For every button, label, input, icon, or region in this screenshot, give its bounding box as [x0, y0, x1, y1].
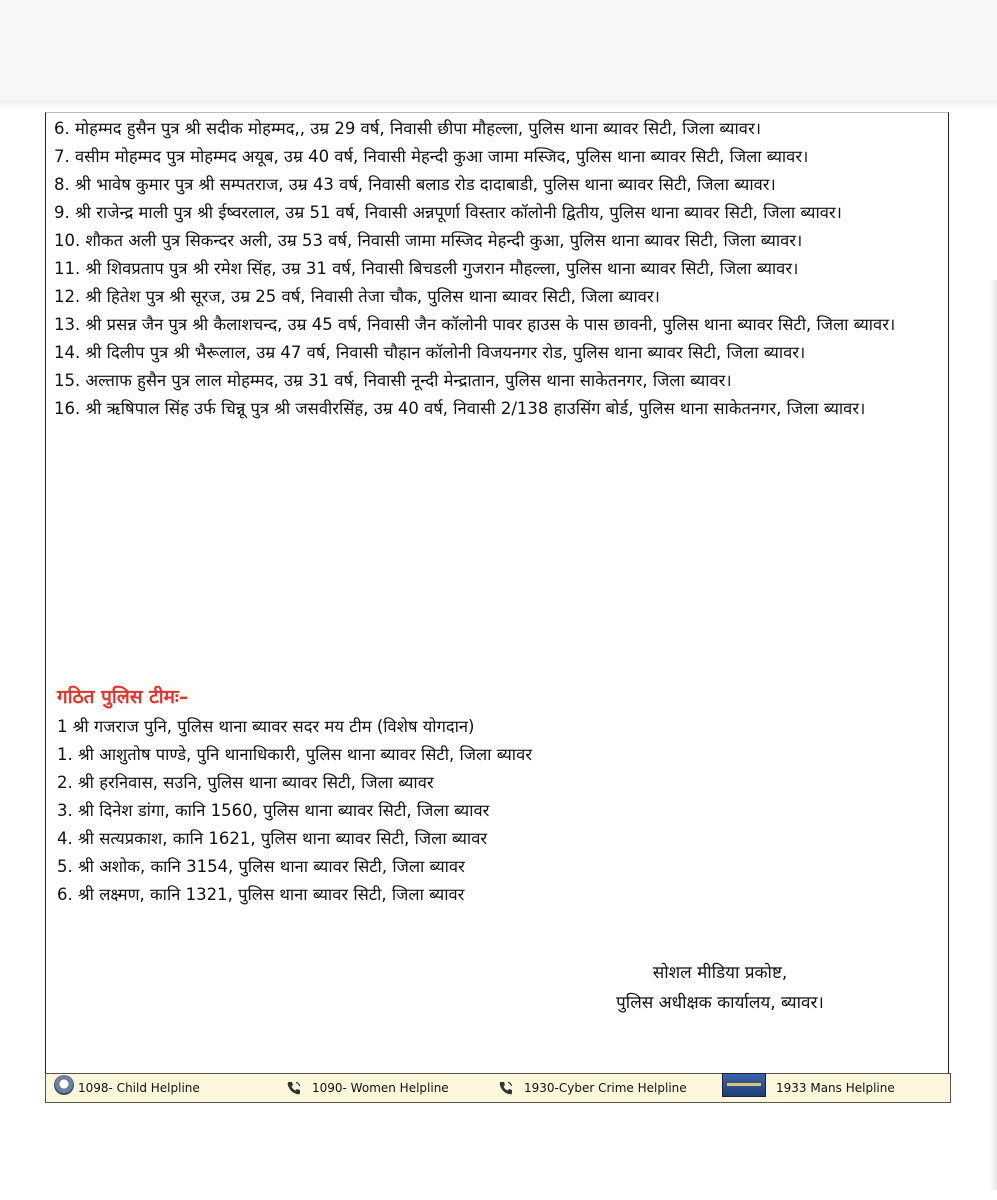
child-helpline-icon — [54, 1075, 74, 1095]
team-member-item: 3. श्री दिनेश डांगा, कानि 1560, पुलिस थाना ब्यावर सिटी, जिला ब्यावर — [57, 801, 490, 820]
team-member-item: 4. श्री सत्यप्रकाश, कानि 1621, पुलिस थाना ब्यावर सिटी, जिला ब्यावर — [57, 829, 488, 848]
accused-item: 7. वसीम मोहम्मद पुत्र मोहम्मद अयूब, उम्र 40 वर्ष, निवासी मेहन्दी कुआ जामा मस्जिद, पुलिस थाना ब्यावर सिटी, जिला ब्यावर। — [54, 147, 809, 166]
signature-line-1: सोशल मीडिया प्रकोष्ट, — [652, 963, 788, 983]
helpline-label: 1098- Child Helpline — [78, 1080, 200, 1095]
phone-icon — [498, 1080, 514, 1096]
cyber-crime-helpline — [498, 1074, 687, 1101]
team-member-item: 2. श्री हरनिवास, सउनि, पुलिस थाना ब्यावर सिटी, जिला ब्यावर — [57, 773, 434, 792]
phone-icon — [286, 1080, 302, 1096]
accused-item: 6. मोहम्मद हुसैन पुत्र श्री सदीक मोहम्मद,, उम्र 29 वर्ष, निवासी छीपा मौहल्ला, पुलिस थाना ब्यावर सिटी, जिला ब्यावर। — [54, 119, 761, 138]
police-team-list — [57, 713, 937, 909]
helpline-label: 1933 Mans Helpline — [776, 1080, 895, 1095]
accused-item: 11. श्री शिवप्रताप पुत्र श्री रमेश सिंह, उम्र 31 वर्ष, निवासी बिचडली गुजरान मौहल्ला, पुलिस थाना ब्यावर सिटी, जिला ब्यावर। — [54, 259, 799, 278]
helpline-footer — [45, 1073, 951, 1103]
accused-item: 10. शौकत अली पुत्र सिकन्दर अली, उम्र 53 वर्ष, निवासी जामा मस्जिद मेहन्दी कुआ, पुलिस थाना ब्यावर सिटी, जिला ब्यावर। — [54, 231, 803, 250]
child-helpline — [54, 1074, 200, 1101]
women-helpline — [286, 1074, 449, 1101]
accused-item: 14. श्री दिलीप पुत्र श्री भैरूलाल, उम्र 47 वर्ष, निवासी चौहान कॉलोनी विजयनगर रोड, पुलिस थाना ब्यावर सिटी, जिला ब्यावर। — [54, 343, 806, 362]
signature-line-2: पुलिस अधीक्षक कार्यालय, ब्यावर। — [616, 993, 824, 1013]
accused-item: 9. श्री राजेन्द्र माली पुत्र श्री ईष्वरलाल, उम्र 51 वर्ष, निवासी अन्नपूर्णा विस्तार कॉलोनी द्वितीय, पुलिस थाना ब्यावर सिटी, जिला ब्यावर। — [54, 203, 842, 222]
team-member-item: 5. श्री अशोक, कानि 3154, पुलिस थाना ब्यावर सिटी, जिला ब्यावर — [57, 857, 465, 876]
accused-item: 13. श्री प्रसन्न जैन पुत्र श्री कैलाशचन्द, उम्र 45 वर्ष, निवासी जैन कॉलोनी पावर हाउस के पास छावनी, पुलिस थाना ब्यावर सिटी, जिला ब्यावर। — [54, 315, 896, 334]
accused-item: 15. अल्ताफ हुसैन पुत्र लाल मोहम्मद, उम्र 31 वर्ष, निवासी नून्दी मेन्द्रातान, पुलिस थाना साकेतनगर, जिला ब्यावर। — [54, 371, 732, 390]
helpline-banner-icon — [722, 1073, 766, 1097]
viewer-top-bar — [0, 0, 997, 100]
helpline-label: 1930-Cyber Crime Helpline — [524, 1080, 687, 1095]
team-member-item: 1. श्री आशुतोष पाण्डे, पुनि थानाधिकारी, पुलिस थाना ब्यावर सिटी, जिला ब्यावर — [57, 745, 532, 764]
accused-item: 16. श्री ऋषिपाल सिंह उर्फ चिन्नू पुत्र श्री जसवीरसिंह, उम्र 40 वर्ष, निवासी 2/138 हाउसिंग बोर्ड, पुलिस थाना साकेतनगर, जिला ब्यावर। — [54, 399, 866, 418]
accused-list — [54, 115, 942, 423]
page-edge-shadow — [989, 280, 997, 1190]
mans-helpline — [722, 1074, 895, 1101]
helpline-label: 1090- Women Helpline — [312, 1080, 449, 1095]
signature-block — [520, 958, 920, 1018]
viewer-top-bar-shadow — [0, 100, 997, 110]
police-team-heading: गठित पुलिस टीमः– — [57, 686, 189, 708]
team-member-item: 1 श्री गजराज पुनि, पुलिस थाना ब्यावर सदर मय टीम (विशेष योगदान) — [57, 717, 475, 736]
team-member-item: 6. श्री लक्ष्मण, कानि 1321, पुलिस थाना ब्यावर सिटी, जिला ब्यावर — [57, 885, 465, 904]
accused-item: 12. श्री हितेश पुत्र श्री सूरज, उम्र 25 वर्ष, निवासी तेजा चौक, पुलिस थाना ब्यावर सिटी, जिला ब्यावर। — [54, 287, 660, 306]
accused-item: 8. श्री भावेष कुमार पुत्र श्री सम्पतराज, उम्र 43 वर्ष, निवासी बलाड रोड दादाबाडी, पुलिस थाना ब्यावर सिटी, जिला ब्यावर। — [54, 175, 776, 194]
